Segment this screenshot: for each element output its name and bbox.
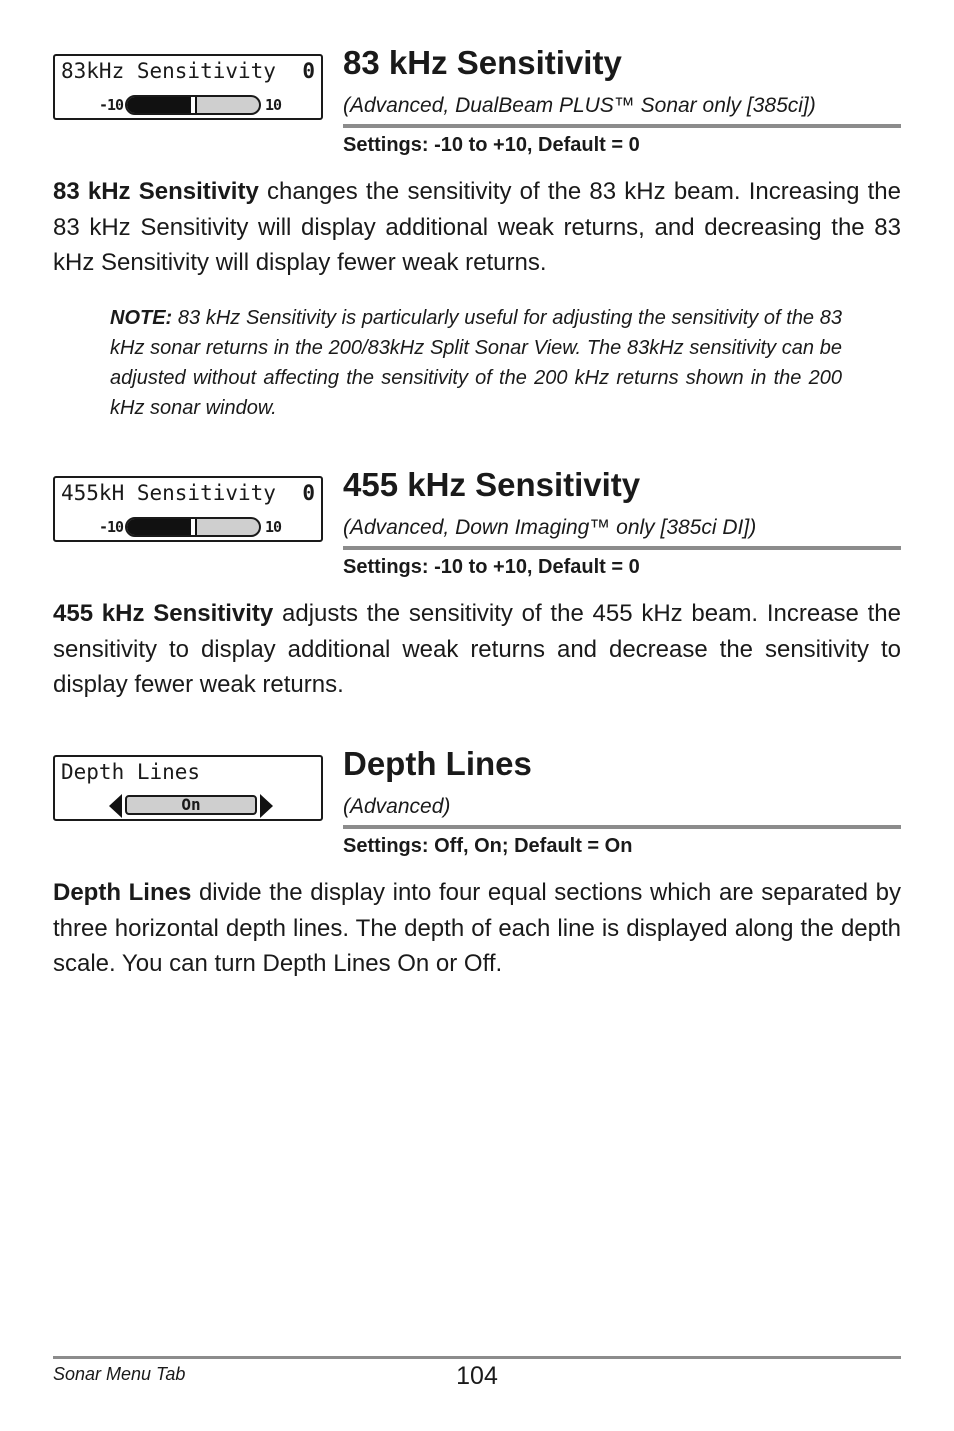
arrow-left-icon[interactable] bbox=[109, 794, 122, 818]
slider-max-label: 10 bbox=[265, 518, 282, 536]
slider-fill bbox=[127, 97, 193, 113]
heading-rule bbox=[343, 124, 901, 128]
sensitivity-83khz-widget[interactable] bbox=[53, 54, 323, 120]
sensitivity-455khz-widget[interactable] bbox=[53, 476, 323, 542]
body-lead: 455 kHz Sensitivity bbox=[53, 600, 274, 627]
note-paragraph bbox=[110, 303, 842, 423]
body-rest: divide the display into four equal sections which are separated by three horizontal depth lines. The depth of each line is displayed along the depth scale. You can turn Depth Lines On or Off. bbox=[53, 879, 901, 977]
section-title: Depth Lines bbox=[343, 745, 532, 782]
arrow-right-icon[interactable] bbox=[260, 794, 273, 818]
section-body bbox=[53, 596, 901, 703]
footer-section-name: Sonar Menu Tab bbox=[53, 1364, 186, 1384]
depth-lines-widget[interactable] bbox=[53, 755, 323, 821]
slider-knob[interactable] bbox=[189, 95, 197, 115]
section-depth-lines bbox=[53, 745, 901, 995]
section-title: 455 kHz Sensitivity bbox=[343, 466, 641, 503]
slider-max-label: 10 bbox=[265, 96, 282, 114]
section-455khz-sensitivity bbox=[53, 466, 902, 716]
settings-line: Settings: -10 to +10, Default = 0 bbox=[343, 556, 640, 578]
section-title: 83 kHz Sensitivity bbox=[343, 44, 622, 81]
section-subtitle: (Advanced, Down Imaging™ only [385ci DI]) bbox=[343, 516, 757, 539]
settings-line: Settings: -10 to +10, Default = 0 bbox=[343, 134, 640, 156]
heading-rule bbox=[343, 825, 901, 829]
slider-min-label: -10 bbox=[99, 518, 124, 536]
widget-label: Depth Lines bbox=[61, 760, 201, 784]
slider-fill bbox=[127, 519, 193, 535]
selected-value: On bbox=[125, 795, 257, 815]
heading-rule bbox=[343, 546, 901, 550]
sensitivity-slider[interactable] bbox=[125, 517, 261, 537]
widget-label: 83kHz Sensitivity bbox=[61, 59, 276, 83]
body-lead: Depth Lines bbox=[53, 879, 192, 906]
body-rest: changes the sensitivity of the 83 kHz beam. Increasing the 83 kHz Sensitivity will display additional weak returns, and decreasing the 83 kHz Sensitivity will display fewer weak returns. bbox=[53, 178, 901, 276]
widget-value: 0 bbox=[302, 481, 315, 505]
note-label: NOTE: bbox=[110, 307, 173, 329]
widget-label: 455kH Sensitivity bbox=[61, 481, 276, 505]
section-subtitle: (Advanced, DualBeam PLUS™ Sonar only [385ci]) bbox=[343, 94, 816, 117]
on-off-selector[interactable] bbox=[109, 794, 273, 818]
sensitivity-slider[interactable] bbox=[125, 95, 261, 115]
slider-min-label: -10 bbox=[99, 96, 124, 114]
section-body bbox=[53, 174, 901, 281]
settings-line: Settings: Off, On; Default = On bbox=[343, 835, 633, 857]
section-subtitle: (Advanced) bbox=[343, 795, 451, 818]
page-number: 104 bbox=[456, 1362, 498, 1390]
slider-knob[interactable] bbox=[189, 517, 197, 537]
body-lead: 83 kHz Sensitivity bbox=[53, 178, 259, 205]
body-rest: adjusts the sensitivity of the 455 kHz beam. Increase the sensitivity to display additional weak returns and decrease the sensitivity to display fewer weak returns. bbox=[53, 600, 902, 698]
note-text: 83 kHz Sensitivity is particularly useful for adjusting the sensitivity of the 83 kHz sonar returns in the 200/83kHz Split Sonar View. The 83kHz sensitivity can be adjusted without affecting the sensitivity of the 200 kHz returns shown in the 200 kHz sonar window. bbox=[110, 307, 842, 419]
section-body bbox=[53, 875, 901, 982]
footer-rule bbox=[53, 1356, 901, 1359]
widget-value: 0 bbox=[302, 59, 315, 83]
